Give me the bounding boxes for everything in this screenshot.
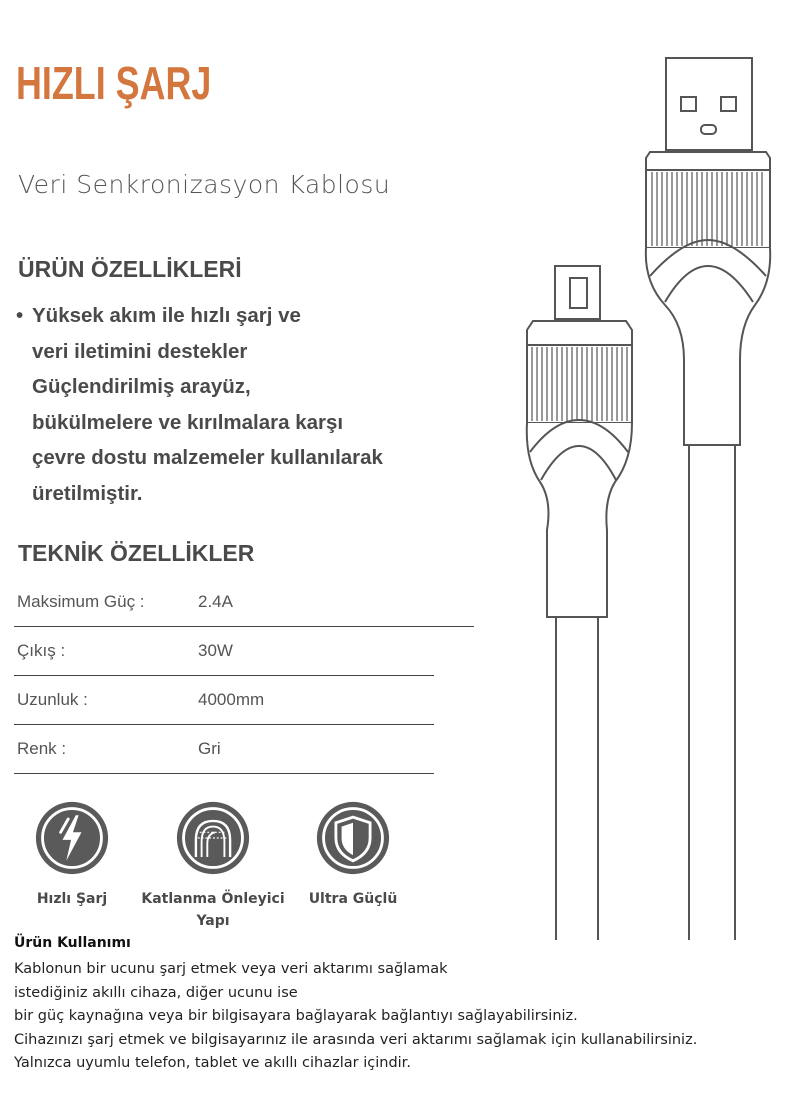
badge-ultra-strong	[298, 800, 408, 910]
anti-fold-icon	[175, 800, 251, 876]
usage-heading: Ürün Kullanımı	[14, 935, 131, 951]
badge-fast-charge	[22, 800, 122, 910]
features-heading: ÜRÜN ÖZELLİKLERİ	[18, 256, 242, 282]
divider	[14, 773, 434, 774]
bullet-icon: •	[16, 304, 24, 327]
spec-label: Çıkış :	[17, 641, 66, 660]
spec-row	[0, 627, 480, 676]
feature-line: veri iletimini destekler	[32, 339, 248, 363]
feature-line: çevre dostu malzemeler kullanılarak	[32, 446, 383, 469]
spec-label: Renk :	[17, 739, 67, 758]
usage-text	[14, 958, 697, 1076]
spec-row	[0, 676, 480, 725]
spec-value: 4000mm	[198, 690, 265, 709]
badge-label: Katlanma Önleyici Yapı	[141, 891, 285, 929]
spec-value: 2.4A	[198, 592, 233, 611]
badge-anti-fold	[118, 800, 308, 932]
tech-specs-heading: TEKNİK ÖZELLİKLER	[18, 540, 255, 566]
shield-icon	[315, 800, 391, 876]
spec-table	[0, 578, 480, 774]
spec-value: 30W	[198, 641, 233, 660]
usage-line: Yalnızca uyumlu telefon, tablet ve akıllı cihazlar içindir.	[14, 1055, 411, 1072]
badge-label: Hızlı Şarj	[36, 891, 108, 907]
page-title: HIZLI ŞARJ	[16, 57, 212, 109]
feature-line: bükülmelere ve kırılmalara karşı	[32, 410, 344, 434]
feature-line: Güçlendirilmiş arayüz,	[32, 375, 251, 398]
feature-line: üretilmiştir.	[32, 481, 143, 505]
features-list	[16, 298, 486, 511]
usage-line: Kablonun bir ucunu şarj etmek veya veri aktarımı sağlamak	[14, 961, 448, 977]
spec-label: Maksimum Güç :	[17, 592, 145, 611]
spec-row	[0, 578, 480, 627]
badge-label: Ultra Güçlü	[308, 891, 398, 907]
spec-label: Uzunluk :	[17, 690, 88, 709]
feature-line: • Yüksek akım ile hızlı şarj ve	[16, 298, 486, 334]
spec-row	[0, 725, 480, 774]
usage-line: Cihazınızı şarj etmek ve bilgisayarınız ile arasında veri aktarımı sağlamak için kullanabilirsiniz.	[14, 1031, 698, 1048]
page-subtitle: Veri Senkronizasyon Kablosu	[18, 170, 391, 199]
usage-line: istediğiniz akıllı cihaza, diğer ucunu ise	[14, 984, 298, 1001]
spec-value: Gri	[198, 739, 221, 758]
lightning-icon	[34, 800, 110, 876]
usage-line: bir güç kaynağına veya bir bilgisayara bağlayarak bağlantıyı sağlayabilirsiniz.	[14, 1008, 578, 1025]
cable-illustration	[500, 40, 800, 950]
